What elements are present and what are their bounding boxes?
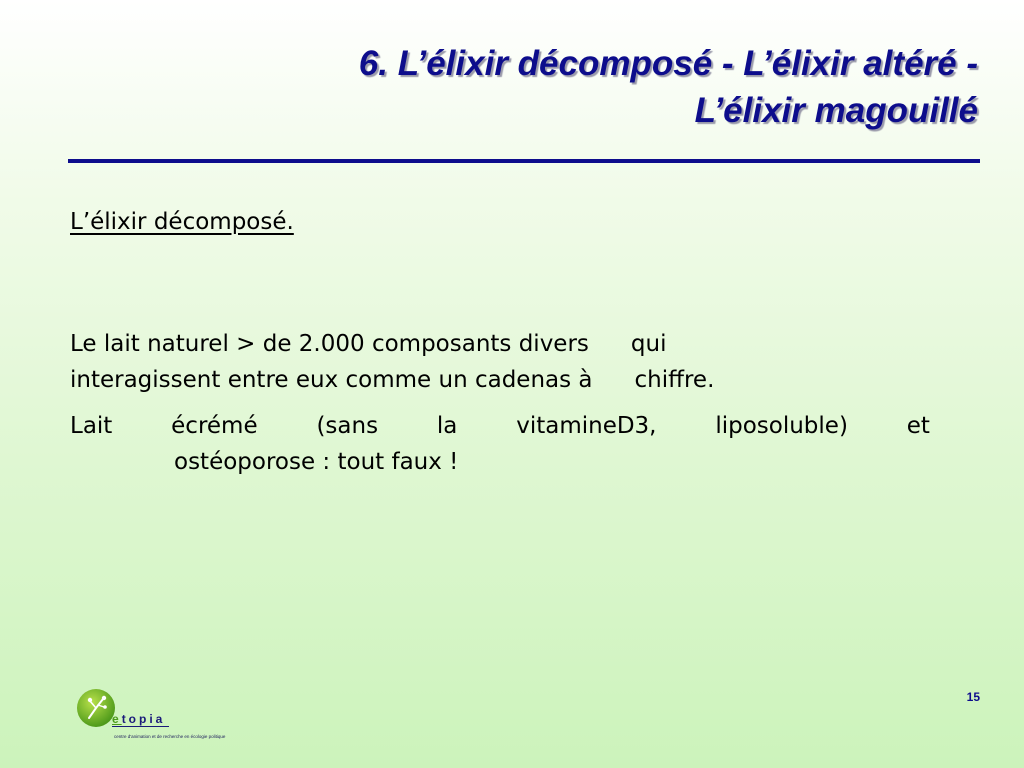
paragraph-word: (sans bbox=[316, 413, 379, 439]
paragraph-lait-ecreme-line-1 bbox=[70, 408, 930, 444]
paragraph-word: Lait bbox=[70, 413, 113, 439]
paragraph-composants bbox=[70, 326, 930, 398]
paragraph-lait-ecreme bbox=[70, 408, 930, 480]
paragraph-composants-line-1-end: qui bbox=[630, 331, 667, 357]
etopia-wordmark bbox=[112, 712, 169, 727]
slide-title bbox=[78, 40, 978, 134]
paragraph-composants-line-1 bbox=[70, 326, 930, 362]
paragraph-word: écrémé bbox=[171, 413, 258, 439]
paragraph-composants-line-2-end: chiffre. bbox=[634, 367, 715, 393]
slide-title-line-2: L’élixir magouillé bbox=[694, 91, 978, 130]
paragraph-word: et bbox=[906, 413, 930, 439]
title-divider bbox=[68, 159, 980, 163]
slide-body bbox=[70, 204, 930, 480]
section-subheading: L’élixir décomposé. bbox=[70, 209, 294, 235]
etopia-tagline: centre d'animation et de recherche en écologie politique bbox=[114, 734, 226, 739]
etopia-logo bbox=[74, 686, 284, 746]
etopia-wordmark-e: e bbox=[112, 712, 122, 726]
etopia-wordmark-rest: topia bbox=[121, 712, 166, 726]
paragraph-composants-line-2-text: interagissent entre eux comme un cadenas à bbox=[70, 367, 593, 393]
paragraph-composants-line-1-text: Le lait naturel > de 2.000 composants divers bbox=[70, 331, 589, 357]
paragraph-lait-ecreme-line-2: ostéoporose : tout faux ! bbox=[174, 449, 459, 475]
slide-title-line-1: 6. L’élixir décomposé - L’élixir altéré - bbox=[358, 44, 978, 83]
paragraph-word: la bbox=[436, 413, 458, 439]
paragraph-composants-line-2 bbox=[70, 362, 930, 398]
paragraph-word: liposoluble) bbox=[715, 413, 848, 439]
etopia-emblem-icon bbox=[76, 688, 116, 728]
paragraph-word: vitamineD3, bbox=[516, 413, 657, 439]
page-number: 15 bbox=[966, 690, 980, 704]
